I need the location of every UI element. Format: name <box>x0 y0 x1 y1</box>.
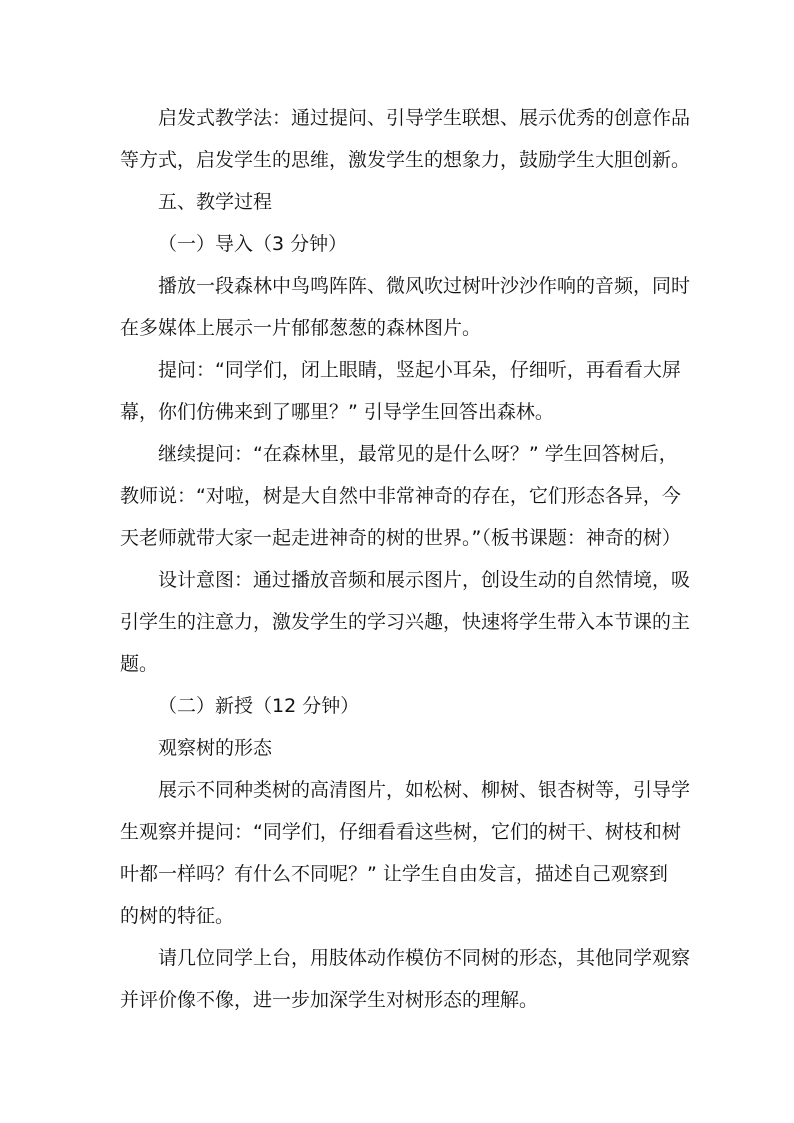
paragraph-line-17: 的树的特征。 <box>120 905 235 927</box>
paragraph-line-3: 播放一段森林中鸟鸣阵阵、微风吹过树叶沙沙作响的音频，同时 <box>158 275 691 297</box>
paragraph-line-8: 教师说：“对啦，树是大自然中非常神奇的存在，它们形态各异，今 <box>120 485 681 507</box>
paragraph-line-10: 设计意图：通过播放音频和展示图片，创设生动的自然情境，吸 <box>158 569 691 591</box>
subheading-new-lesson: （二）新授（12 分钟） <box>158 695 360 717</box>
paragraph-line-15: 生观察并提问：“同学们，仔细看看这些树，它们的树干、树枝和树 <box>120 821 681 843</box>
paragraph-line-9: 天老师就带大家一起走进神奇的树的世界。”（板书课题：神奇的树） <box>120 527 681 549</box>
paragraph-line-11: 引学生的注意力，激发学生的学习兴趣，快速将学生带入本节课的主 <box>120 611 691 633</box>
section-heading: 五、教学过程 <box>158 191 273 213</box>
paragraph-line-2: 等方式，启发学生的思维，激发学生的想象力，鼓励学生大胆创新。 <box>120 149 691 171</box>
paragraph-line-14: 展示不同种类树的高清图片，如松树、柳树、银杏树等，引导学 <box>158 779 691 801</box>
paragraph-line-7: 继续提问：“在森林里，最常见的是什么呀？” 学生回答树后， <box>158 443 678 465</box>
paragraph-line-19: 并评价像不像，进一步加深学生对树形态的理解。 <box>120 989 539 1011</box>
subheading-intro: （一）导入（3 分钟） <box>158 233 348 255</box>
paragraph-line-13: 观察树的形态 <box>158 737 273 759</box>
paragraph-line-1: 启发式教学法：通过提问、引导学生联想、展示优秀的创意作品 <box>158 107 691 129</box>
paragraph-line-6: 幕，你们仿佛来到了哪里？” 引导学生回答出森林。 <box>120 401 554 423</box>
paragraph-line-18: 请几位同学上台，用肢体动作模仿不同树的形态，其他同学观察 <box>158 947 691 969</box>
paragraph-line-4: 在多媒体上展示一片郁郁葱葱的森林图片。 <box>120 317 482 339</box>
paragraph-line-16: 叶都一样吗？有什么不同呢？” 让学生自由发言，描述自己观察到 <box>120 863 668 885</box>
paragraph-line-12: 题。 <box>120 653 159 675</box>
paragraph-line-5: 提问：“同学们，闭上眼睛，竖起小耳朵，仔细听，再看看大屏 <box>158 359 681 381</box>
